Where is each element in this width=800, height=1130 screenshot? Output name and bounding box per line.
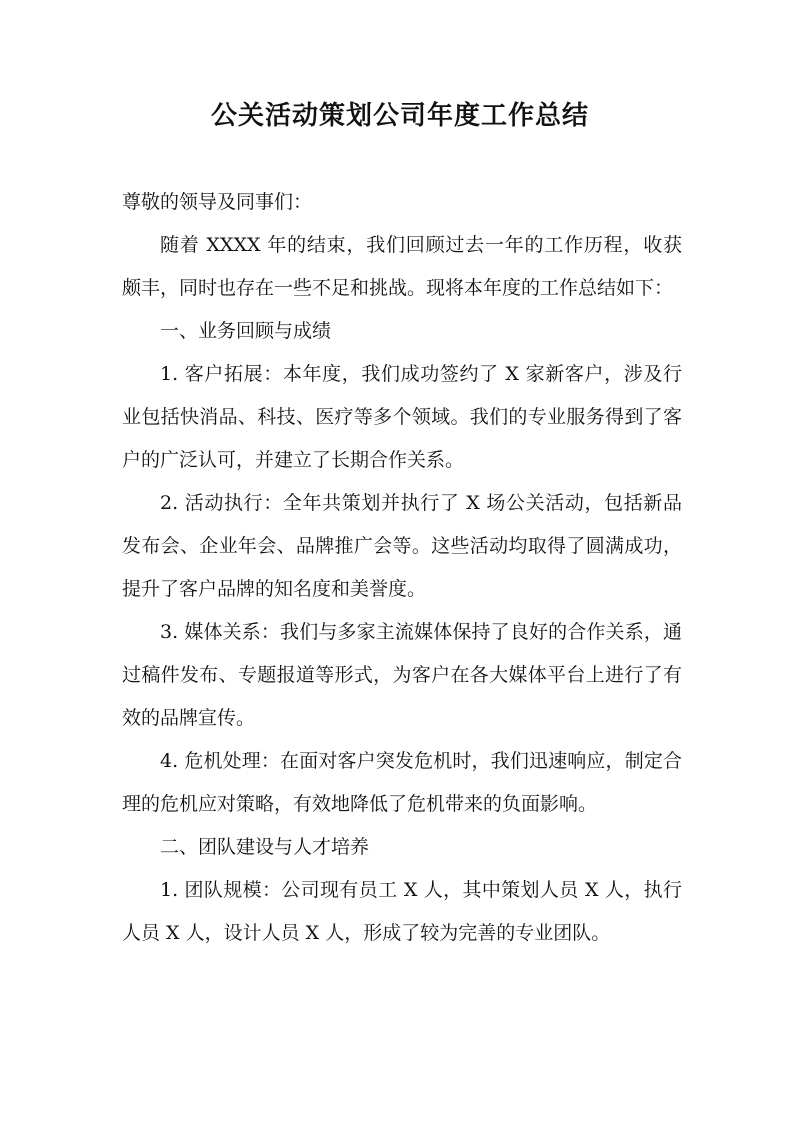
item-team-size: 1. 团队规模：公司现有员工 X 人，其中策划人员 X 人，执行人员 X 人，设计人员 X 人，形成了较为完善的专业团队。 (122, 879, 682, 944)
section-heading-team: 二、团队建设与人才培养 (160, 836, 370, 858)
item-media-relations: 3. 媒体关系：我们与多家主流媒体保持了良好的合作关系，通过稿件发布、专题报道等形式，为客户在各大媒体平台上进行了有效的品牌宣传。 (122, 621, 682, 729)
item-event-execution: 2. 活动执行：全年共策划并执行了 X 场公关活动，包括新品发布会、企业年会、品牌推广会等。这些活动均取得了圆满成功，提升了客户品牌的知名度和美誉度。 (122, 492, 682, 600)
section-heading-business: 一、业务回顾与成绩 (160, 320, 332, 342)
item-crisis-handling: 4. 危机处理：在面对客户突发危机时，我们迅速响应，制定合理的危机应对策略，有效地降低了危机带来的负面影响。 (122, 750, 682, 815)
salutation: 尊敬的领导及同事们： (122, 191, 313, 213)
item-client-expansion: 1. 客户拓展：本年度，我们成功签约了 X 家新客户，涉及行业包括快消品、科技、医疗等多个领域。我们的专业服务得到了客户的广泛认可，并建立了长期合作关系。 (122, 363, 682, 471)
intro-paragraph: 随着 XXXX 年的结束，我们回顾过去一年的工作历程，收获颇丰，同时也存在一些不足和挑战。现将本年度的工作总结如下： (122, 234, 682, 299)
document-body (122, 181, 682, 955)
document-title: 公关活动策划公司年度工作总结 (210, 101, 589, 131)
